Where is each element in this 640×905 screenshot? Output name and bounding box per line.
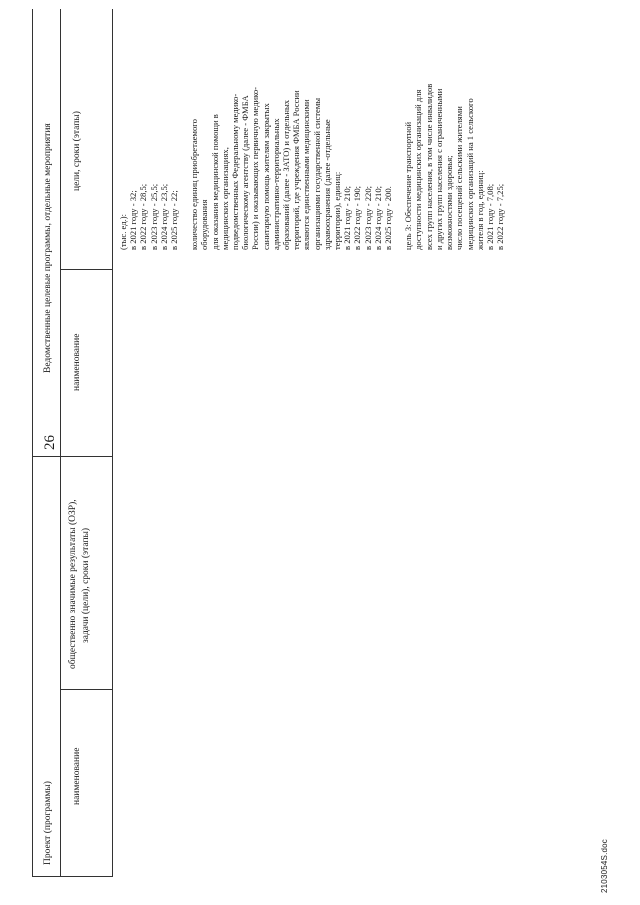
text-line: в 2021 году - 210; xyxy=(342,185,353,250)
col-name-right: наименование xyxy=(72,333,82,391)
text-line: в 2021 году - 32; xyxy=(128,190,139,250)
col-ozr-line1: общественно значимые результаты (ОЗР), xyxy=(68,499,78,669)
text-line: медицинских организациях, xyxy=(219,147,230,250)
col-goals: цели, сроки (этапы) xyxy=(72,111,82,191)
agency-header: Ведомственные целевые программы, отдельные мероприятия xyxy=(43,123,53,373)
text-line: в 2024 году - 23,5; xyxy=(158,183,169,250)
col-ozr-line2: задачи (цели), сроки (этапы) xyxy=(81,527,91,643)
text-line: в 2025 году - 22; xyxy=(169,190,180,250)
col-divider-3 xyxy=(60,269,112,270)
table-top-border xyxy=(32,9,33,877)
text-line: территории), единиц: xyxy=(332,171,343,250)
text-line: возможностями здоровья; xyxy=(444,155,455,250)
text-line: здравоохранения (далее -отдельные xyxy=(321,119,332,250)
header-divider xyxy=(60,9,61,877)
text-line: в 2025 году - 200. xyxy=(383,186,394,250)
text-line: санитарную помощь жителям закрытых xyxy=(260,103,271,250)
text-line: для оказания медицинской помощи в xyxy=(209,114,220,250)
text-line: биологическому агентству (далее - ФМБА xyxy=(240,95,251,250)
text-line: цель 3: Обеспечение транспортной xyxy=(403,121,414,250)
text-line: в 2022 году - 7,25; xyxy=(495,183,506,250)
text-line: в 2021 году - 7,08; xyxy=(484,183,495,250)
page-number: 26 xyxy=(42,435,58,450)
text-line: территорий, где учреждения ФМБА России xyxy=(291,90,302,250)
text-line: образований (далее - ЗАТО) и отдельных xyxy=(281,99,292,250)
text-line: в 2023 году - 25,5; xyxy=(148,183,159,250)
text-line: число посещений сельскими жителями xyxy=(454,106,465,250)
text-line: всех групп населения, в том числе инвалидов xyxy=(423,83,434,250)
header-bottom-border xyxy=(112,9,113,877)
text-line: (тыс. ед.): xyxy=(118,214,128,250)
text-line: медицинских организаций на 1 сельского xyxy=(464,98,475,250)
col-divider-2 xyxy=(32,456,113,457)
text-line: в 2024 году - 210; xyxy=(372,185,383,250)
text-line: являются единственными медицинскими xyxy=(301,99,312,250)
text-line: России) и оказывающих первичную медико- xyxy=(250,87,261,250)
text-line: в 2022 году - 190; xyxy=(352,185,363,250)
table-left-border xyxy=(32,876,113,877)
text-line: в 2022 году - 28,5; xyxy=(138,183,149,250)
col-name-left: наименование xyxy=(72,747,82,805)
text-line: и других групп населения с ограниченными xyxy=(433,88,444,250)
text-line: оборудования xyxy=(199,199,210,250)
text-line: организациями государственной системы xyxy=(311,97,322,250)
col-divider-1 xyxy=(60,689,112,690)
text-line: подведомственных Федеральному медико- xyxy=(230,93,241,250)
file-name: 2103054S.doc xyxy=(600,838,609,893)
text-line: доступности медицинских организаций для xyxy=(413,89,424,250)
text-line: количество единиц приобретаемого xyxy=(189,119,200,250)
text-line: жителя в год, единиц: xyxy=(474,170,485,250)
text-line: административно-территориальных xyxy=(270,118,281,250)
goals-cell xyxy=(118,84,505,250)
text-line: в 2023 году - 220; xyxy=(362,185,373,250)
project-header: Проект (программы) xyxy=(43,781,53,865)
